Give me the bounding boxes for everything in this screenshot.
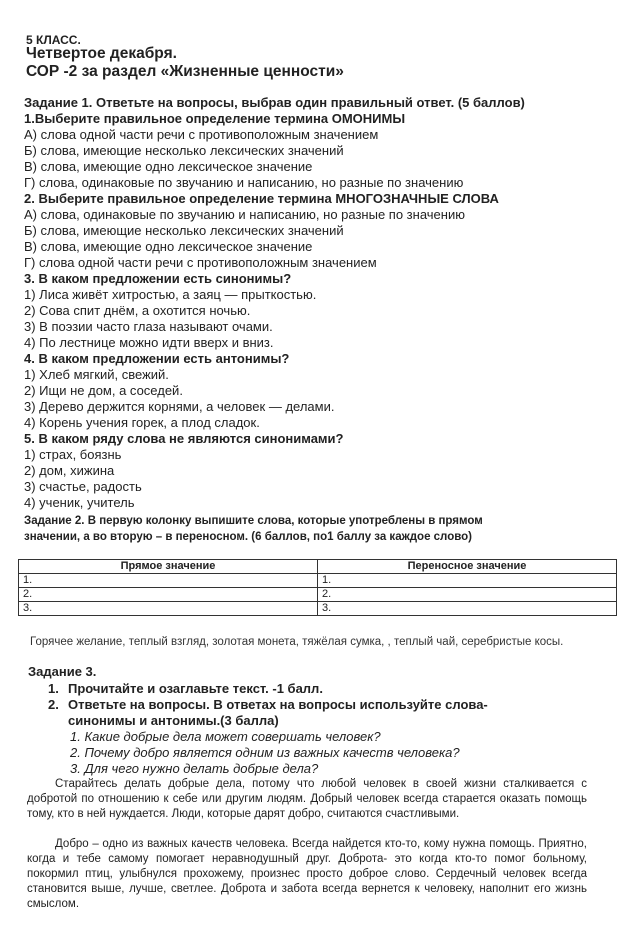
q4-option-2: 2) Ищи не дом, а соседей.	[24, 383, 183, 398]
task3-item-2-text: Ответьте на вопросы. В ответах на вопросы используйте слова-	[68, 697, 488, 712]
task3-item-2-text-cont: синонимы и антонимы.(3 балла)	[68, 713, 279, 728]
question-1: 1.Выберите правильное определение термина ОМОНИМЫ	[24, 111, 406, 126]
q2-option-b: Б) слова, имеющие несколько лексических значений	[24, 223, 344, 238]
text-paragraph-1: Старайтесь делать добрые дела, потому что любой человек в своей жизни сталкивается с добротой по отношению к себе или другим людям. Добрый человек всегда старается оказать помощь тому, кто в ней нуждается. Люди, которые дарят добро, считаются счастливыми.	[27, 778, 587, 820]
table-cell[interactable]: 1.	[19, 574, 318, 588]
q5-option-3: 3) счастье, радость	[24, 479, 142, 494]
q4-option-4: 4) Корень учения горек, а плод сладок.	[24, 415, 260, 430]
task3-item-1-num: 1.	[48, 681, 59, 696]
q1-option-c: В) слова, имеющие одно лексическое значение	[24, 159, 313, 174]
q2-option-d: Г) слова одной части речи с противоположным значением	[24, 255, 377, 270]
q1-option-d: Г) слова, одинаковые по звучанию и написанию, но разные по значению	[24, 175, 464, 190]
q4-option-1: 1) Хлеб мягкий, свежий.	[24, 367, 169, 382]
answer-table	[18, 559, 617, 616]
table-cell[interactable]: 1.	[318, 574, 617, 588]
table-cell[interactable]: 3.	[19, 602, 318, 616]
q3-option-4: 4) По лестнице можно идти вверх и вниз.	[24, 335, 274, 350]
task3-question-1: 1. Какие добрые дела может совершать человек?	[70, 729, 381, 744]
word-list: Горячее желание, теплый взгляд, золотая монета, тяжёлая сумка, , теплый чай, серебристые косы.	[30, 636, 564, 648]
q3-option-3: 3) В поэзии часто глаза называют очами.	[24, 319, 273, 334]
q5-option-2: 2) дом, хижина	[24, 463, 115, 478]
table-cell[interactable]: 2.	[19, 588, 318, 602]
q3-option-1: 1) Лиса живёт хитростью, а заяц — прыткостью.	[24, 287, 317, 302]
task3-question-3: 3. Для чего нужно делать добрые дела?	[70, 761, 319, 776]
q4-option-3: 3) Дерево держится корнями, а человек — делами.	[24, 399, 335, 414]
task2-heading-line2: значении, а во вторую – в переносном. (6 баллов, по1 баллу за каждое слово)	[24, 531, 473, 543]
question-2: 2. Выберите правильное определение термина МНОГОЗНАЧНЫЕ СЛОВА	[24, 191, 499, 206]
question-4: 4. В каком предложении есть антонимы?	[24, 351, 290, 366]
q2-option-c: В) слова, имеющие одно лексическое значение	[24, 239, 313, 254]
task1-heading: Задание 1. Ответьте на вопросы, выбрав один правильный ответ. (5 баллов)	[24, 95, 525, 110]
q5-option-1: 1) страх, боязнь	[24, 447, 122, 462]
page-title: СОР -2 за раздел «Жизненные ценности»	[26, 63, 344, 80]
text-paragraph-2: Добро – одно из важных качеств человека. Всегда найдется кто-то, кому нужна помощь. Приятно, когда и тебе самому помогает неравнодушный друг. Доброта- это когда кто-то помог больному, покормил птиц, улыбнулся прохожему, произнес просто доброе слово. Сердечный человек всегда становится выше, лучше, светлее. Доброта и забота всегда вернется к человеку, наполнит его жизнь смыслом.	[27, 838, 587, 910]
table-cell[interactable]: 3.	[318, 602, 617, 616]
task2-heading-line1: Задание 2. В первую колонку выпишите слова, которые употреблены в прямом	[24, 515, 483, 527]
table-header-row	[19, 560, 617, 574]
date-title: Четвертое декабря.	[26, 45, 177, 62]
table-row	[19, 588, 617, 602]
q1-option-b: Б) слова, имеющие несколько лексических значений	[24, 143, 344, 158]
table-row	[19, 602, 617, 616]
grade-label: 5 КЛАСС.	[26, 33, 81, 47]
column-header-direct: Прямое значение	[19, 560, 318, 574]
task3-item-1-text: Прочитайте и озаглавьте текст. -1 балл.	[68, 681, 323, 696]
column-header-figurative: Переносное значение	[318, 560, 617, 574]
table-cell[interactable]: 2.	[318, 588, 617, 602]
q1-option-a: А) слова одной части речи с противоположным значением	[24, 127, 379, 142]
q2-option-a: А) слова, одинаковые по звучанию и написанию, но разные по значению	[24, 207, 465, 222]
table-row	[19, 574, 617, 588]
question-3: 3. В каком предложении есть синонимы?	[24, 271, 292, 286]
task3-question-2: 2. Почему добро является одним из важных качеств человека?	[70, 745, 460, 760]
q5-option-4: 4) ученик, учитель	[24, 495, 135, 510]
task3-heading: Задание 3.	[28, 664, 97, 679]
question-5: 5. В каком ряду слова не являются синонимами?	[24, 431, 344, 446]
task3-item-2-num: 2.	[48, 697, 59, 712]
q3-option-2: 2) Сова спит днём, а охотится ночью.	[24, 303, 251, 318]
